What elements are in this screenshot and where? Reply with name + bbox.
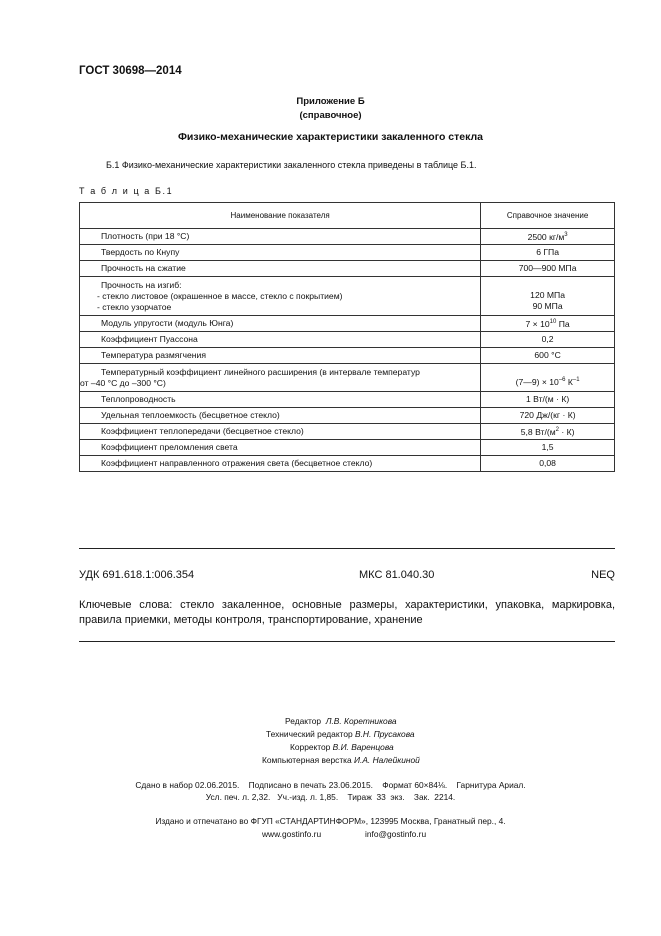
- imprint-line-1: Сдано в набор 02.06.2015. Подписано в печать 23.06.2015. Формат 60×84⅛. Гарнитура Ариал.: [135, 780, 526, 790]
- row-value: $7 \times 10^{10}$ Па: [481, 316, 615, 332]
- table-row: [80, 424, 615, 440]
- row-value: (7—9) × $10^{-6}$ $К^{-1}$: [481, 364, 615, 392]
- row-name: Температурный коэффициент линейного расширения (в интервале температур от –40 °С до –300 °С): [80, 364, 481, 392]
- table-label: Т а б л и ц а Б.1: [79, 186, 174, 196]
- document-id: ГОСТ 30698—2014: [79, 65, 182, 77]
- table-row: [80, 245, 615, 261]
- credit-tech-editor: Технический редактор В.Н. Прусакова: [266, 729, 415, 739]
- imprint-line-2: Усл. печ. л. 2,32. Уч.-изд. л. 1,85. Тираж 33 экз. Зак. 2214.: [205, 792, 456, 802]
- row-value: 700—900 МПа: [481, 261, 615, 277]
- row-name: Твердость по Кнупу: [80, 245, 481, 261]
- row-value: 0,08: [481, 456, 615, 472]
- table-row: [80, 316, 615, 332]
- table-row: [80, 456, 615, 472]
- row-value: 5,8 $Вт/(м^2 \cdot К)$: [481, 424, 615, 440]
- keywords: Ключевые слова: стекло закаленное, основные размеры, характеристики, упаковка, маркировка, правила приемки, методы контроля, транспортирование, хранение: [79, 599, 615, 626]
- table-row: [80, 408, 615, 424]
- row-value: 1 Вт/(м · К): [481, 392, 615, 408]
- table-row: [80, 348, 615, 364]
- table-row: [80, 332, 615, 348]
- row-value: 6 ГПа: [481, 245, 615, 261]
- row-name: Коэффициент Пуассона: [80, 332, 481, 348]
- row-name: Удельная теплоемкость (бесцветное стекло): [80, 408, 481, 424]
- email-link[interactable]: info@gostinfo.ru: [365, 829, 427, 839]
- row-name: Модуль упругости (модуль Юнга): [80, 316, 481, 332]
- credit-layout: Компьютерная верстка И.А. Налейкиной: [262, 755, 420, 765]
- row-name: Плотность (при 18 °С): [80, 229, 481, 245]
- table-row: [80, 277, 615, 316]
- row-value: 2500 $кг/м^3$: [481, 229, 615, 245]
- divider: [79, 641, 615, 642]
- row-name: Коэффициент преломления света: [80, 440, 481, 456]
- row-value: 600 °С: [481, 348, 615, 364]
- row-name: Коэффициент теплопередачи (бесцветное стекло): [80, 424, 481, 440]
- annex-title: Приложение Б: [296, 96, 365, 107]
- table-row: [80, 229, 615, 245]
- table-row: [80, 261, 615, 277]
- publisher-line: Издано и отпечатано во ФГУП «СТАНДАРТИНФОРМ», 123995 Москва, Гранатный пер., 4.: [155, 816, 506, 826]
- section-title: Физико-механические характеристики закаленного стекла: [177, 131, 484, 143]
- row-value: 1,5: [481, 440, 615, 456]
- row-value: 120 МПа 90 МПа: [481, 277, 615, 316]
- row-name: Прочность на сжатие: [80, 261, 481, 277]
- row-name: Температура размягчения: [80, 348, 481, 364]
- table-row: [80, 392, 615, 408]
- table-row: [80, 440, 615, 456]
- credit-corrector: Корректор В.И. Варенцова: [290, 742, 394, 752]
- table-row: [80, 364, 615, 392]
- row-name: Теплопроводность: [80, 392, 481, 408]
- header-value: Справочное значение: [481, 203, 615, 229]
- row-name: Прочность на изгиб: - стекло листовое (окрашенное в массе, стекло с покрытием) - стекло узорчатое: [80, 277, 481, 316]
- website-link[interactable]: www.gostinfo.ru: [262, 829, 322, 839]
- row-value: 0,2: [481, 332, 615, 348]
- header-name: Наименование показателя: [80, 203, 481, 229]
- properties-table: [79, 202, 615, 472]
- neq-mark: NEQ: [591, 569, 615, 581]
- row-name: Коэффициент направленного отражения света (бесцветное стекло): [80, 456, 481, 472]
- row-value: 720 Дж/(кг · К): [481, 408, 615, 424]
- mks-code: МКС 81.040.30: [359, 569, 435, 581]
- intro-paragraph: Б.1 Физико-механические характеристики закаленного стекла приведены в таблице Б.1.: [106, 160, 477, 170]
- udk-code: УДК 691.618.1:006.354: [79, 569, 195, 581]
- table-header-row: [80, 203, 615, 229]
- annex-subtitle: (справочное): [299, 110, 362, 121]
- divider: [79, 548, 615, 549]
- credit-editor: Редактор Л.В. Коретникова: [285, 716, 397, 726]
